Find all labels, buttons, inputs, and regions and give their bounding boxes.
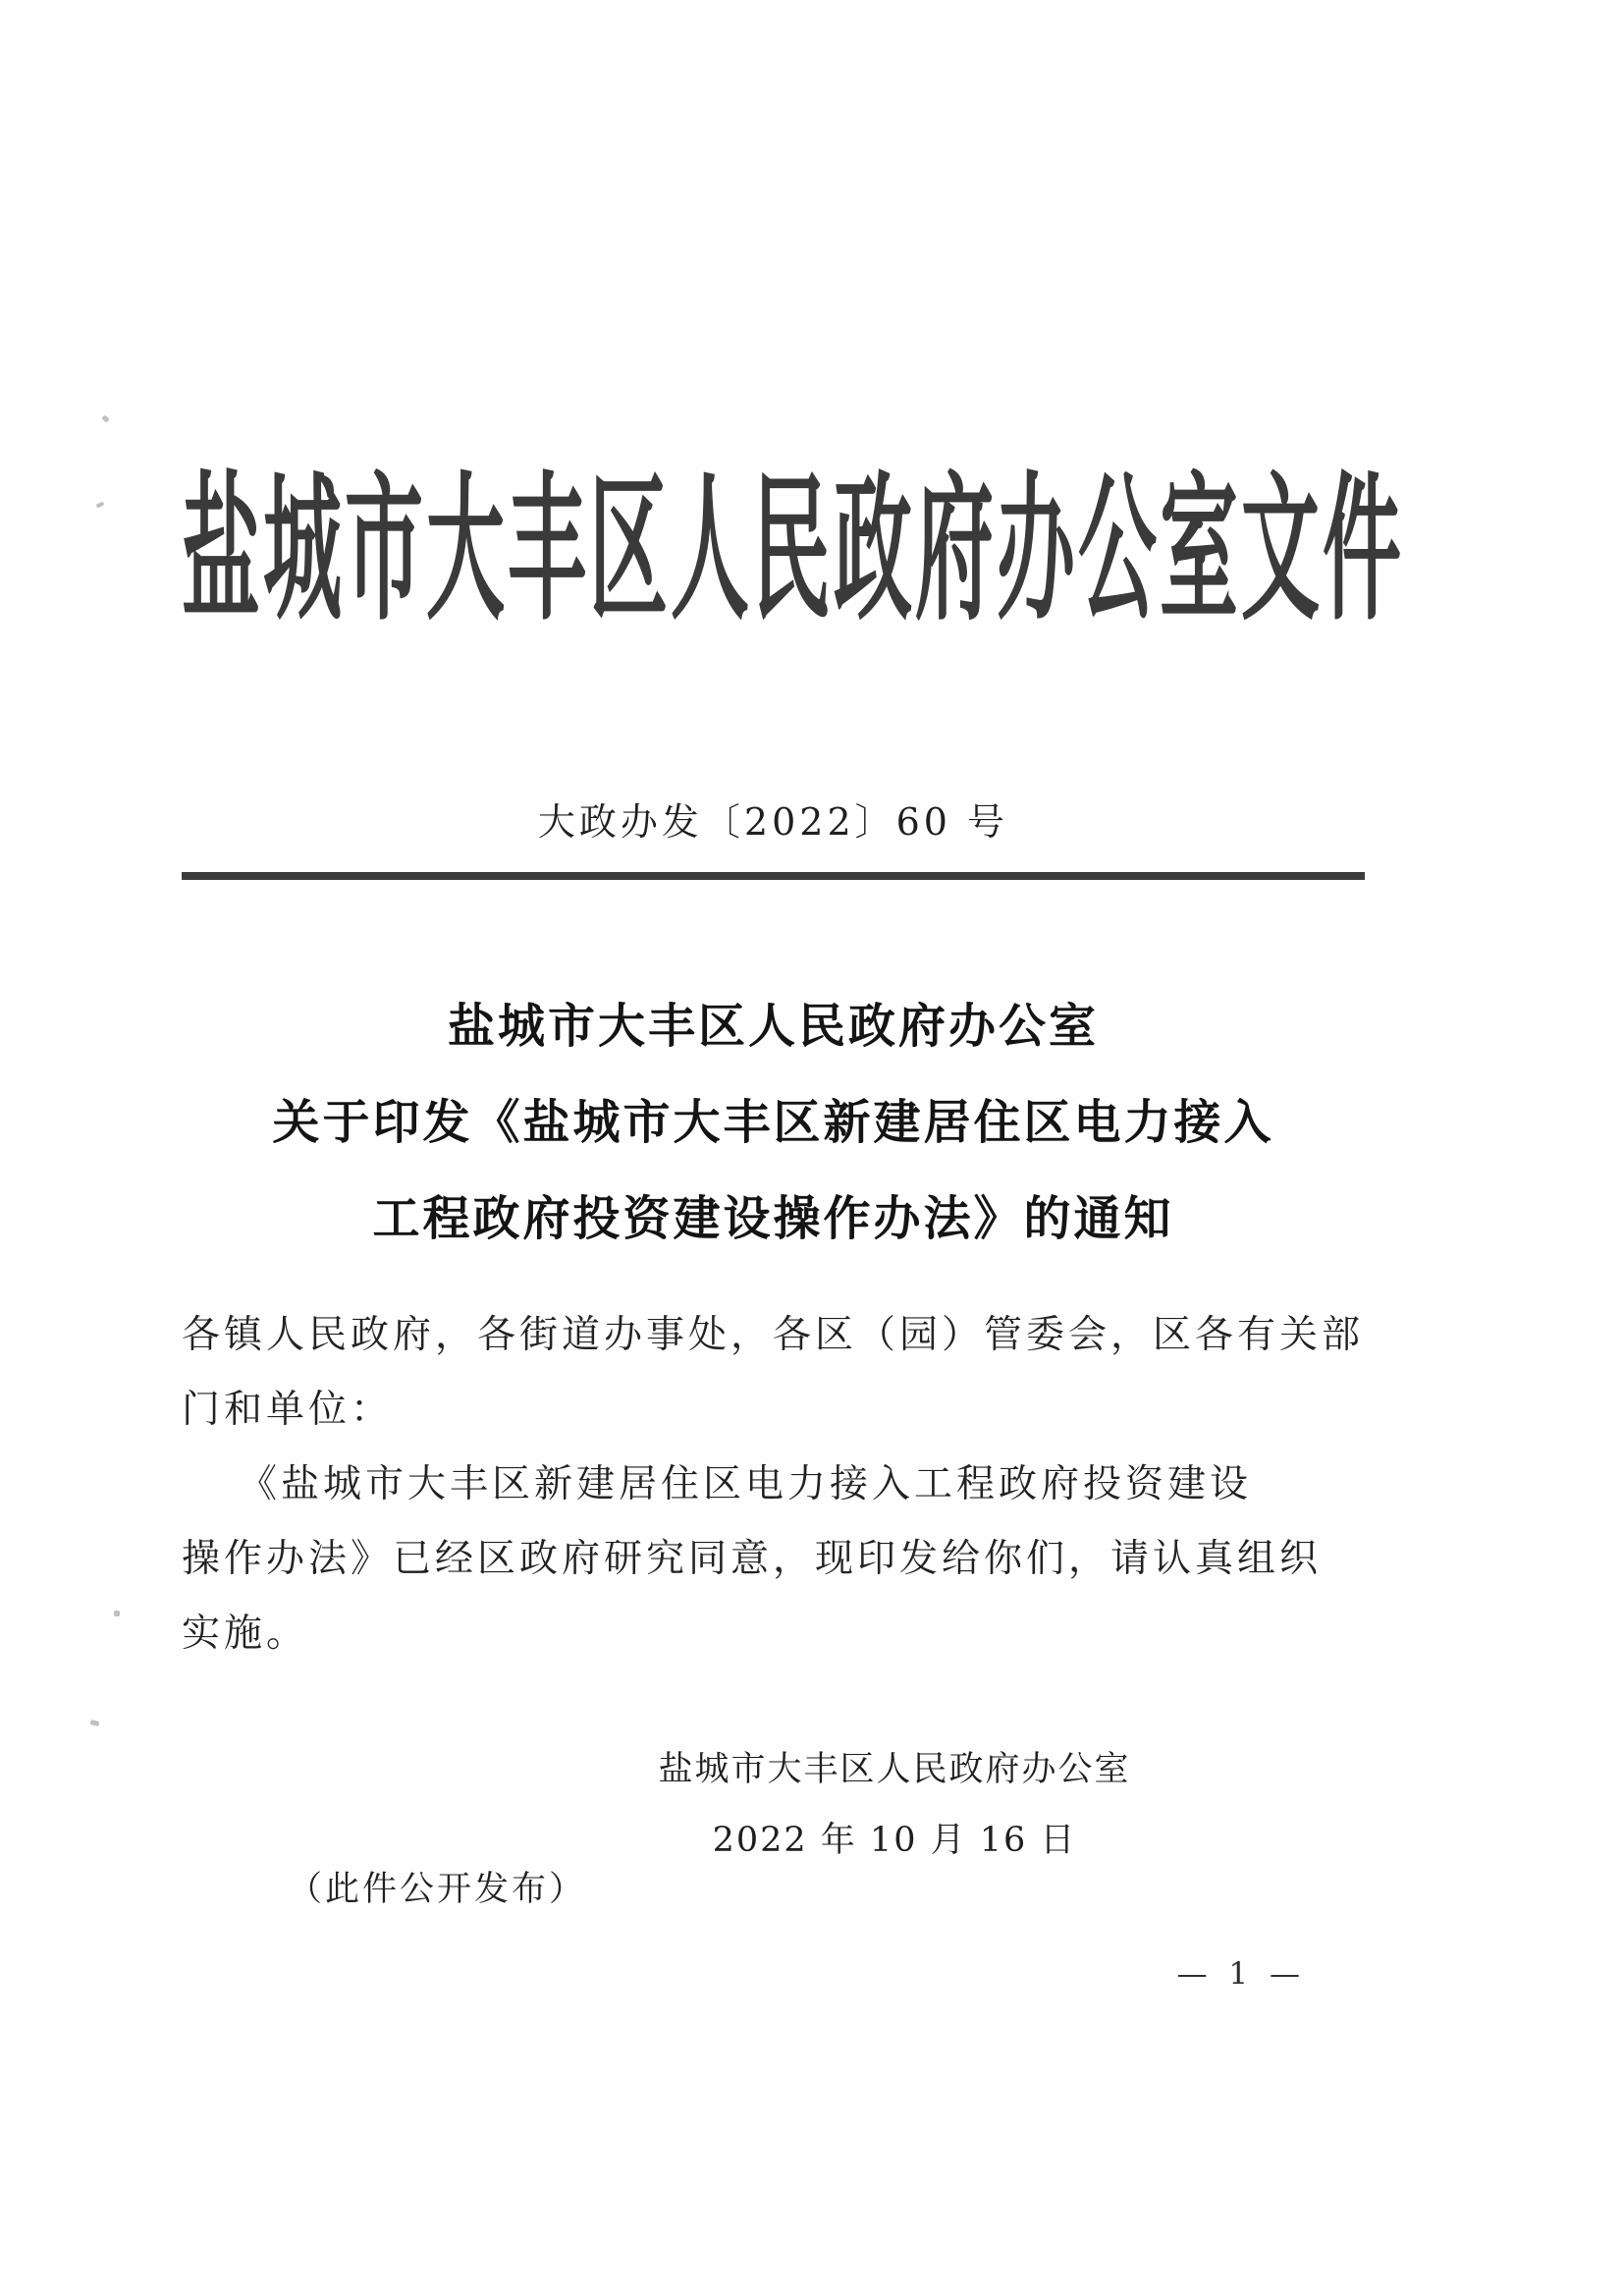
document-title — [182, 978, 1365, 1267]
document-title-line-3: 工程政府投资建设操作办法》的通知 — [372, 1191, 1174, 1246]
notice-paragraph-line-2: 操作办法》已经区政府研究同意，现印发给你们，请认真组织 — [182, 1537, 1323, 1581]
page-number: — 1 — — [1176, 1956, 1306, 1992]
document-body — [182, 1298, 1365, 1671]
document-title-line-1: 盐城市大丰区人民政府办公室 — [447, 999, 1099, 1054]
scan-speck — [114, 1611, 120, 1616]
addressee-line-2: 门和单位： — [182, 1388, 394, 1432]
separator-rule — [182, 872, 1365, 880]
masthead-title: 盐城市大丰区人民政府办公室文件 — [182, 455, 1404, 642]
scan-speck — [90, 1720, 100, 1726]
public-release-note: （此件公开发布） — [288, 1870, 587, 1909]
addressee-line-1: 各镇人民政府，各街道办事处，各区（园）管委会，区各有关部 — [182, 1313, 1365, 1357]
notice-paragraph-line-1: 《盐城市大丰区新建居住区电力接入工程政府投资建设 — [239, 1462, 1253, 1506]
scan-speck — [96, 501, 105, 508]
signature-block — [600, 1734, 1189, 1876]
notice-paragraph-line-3: 实施。 — [182, 1612, 309, 1656]
document-title-line-2: 关于印发《盐城市大丰区新建居住区电力接入 — [272, 1095, 1274, 1150]
document-number: 大政办发〔2022〕60 号 — [537, 800, 1009, 844]
issuing-office: 盐城市大丰区人民政府办公室 — [658, 1750, 1131, 1789]
issue-date: 2022 年 10 月 16 日 — [712, 1821, 1077, 1860]
scan-speck — [101, 414, 110, 422]
